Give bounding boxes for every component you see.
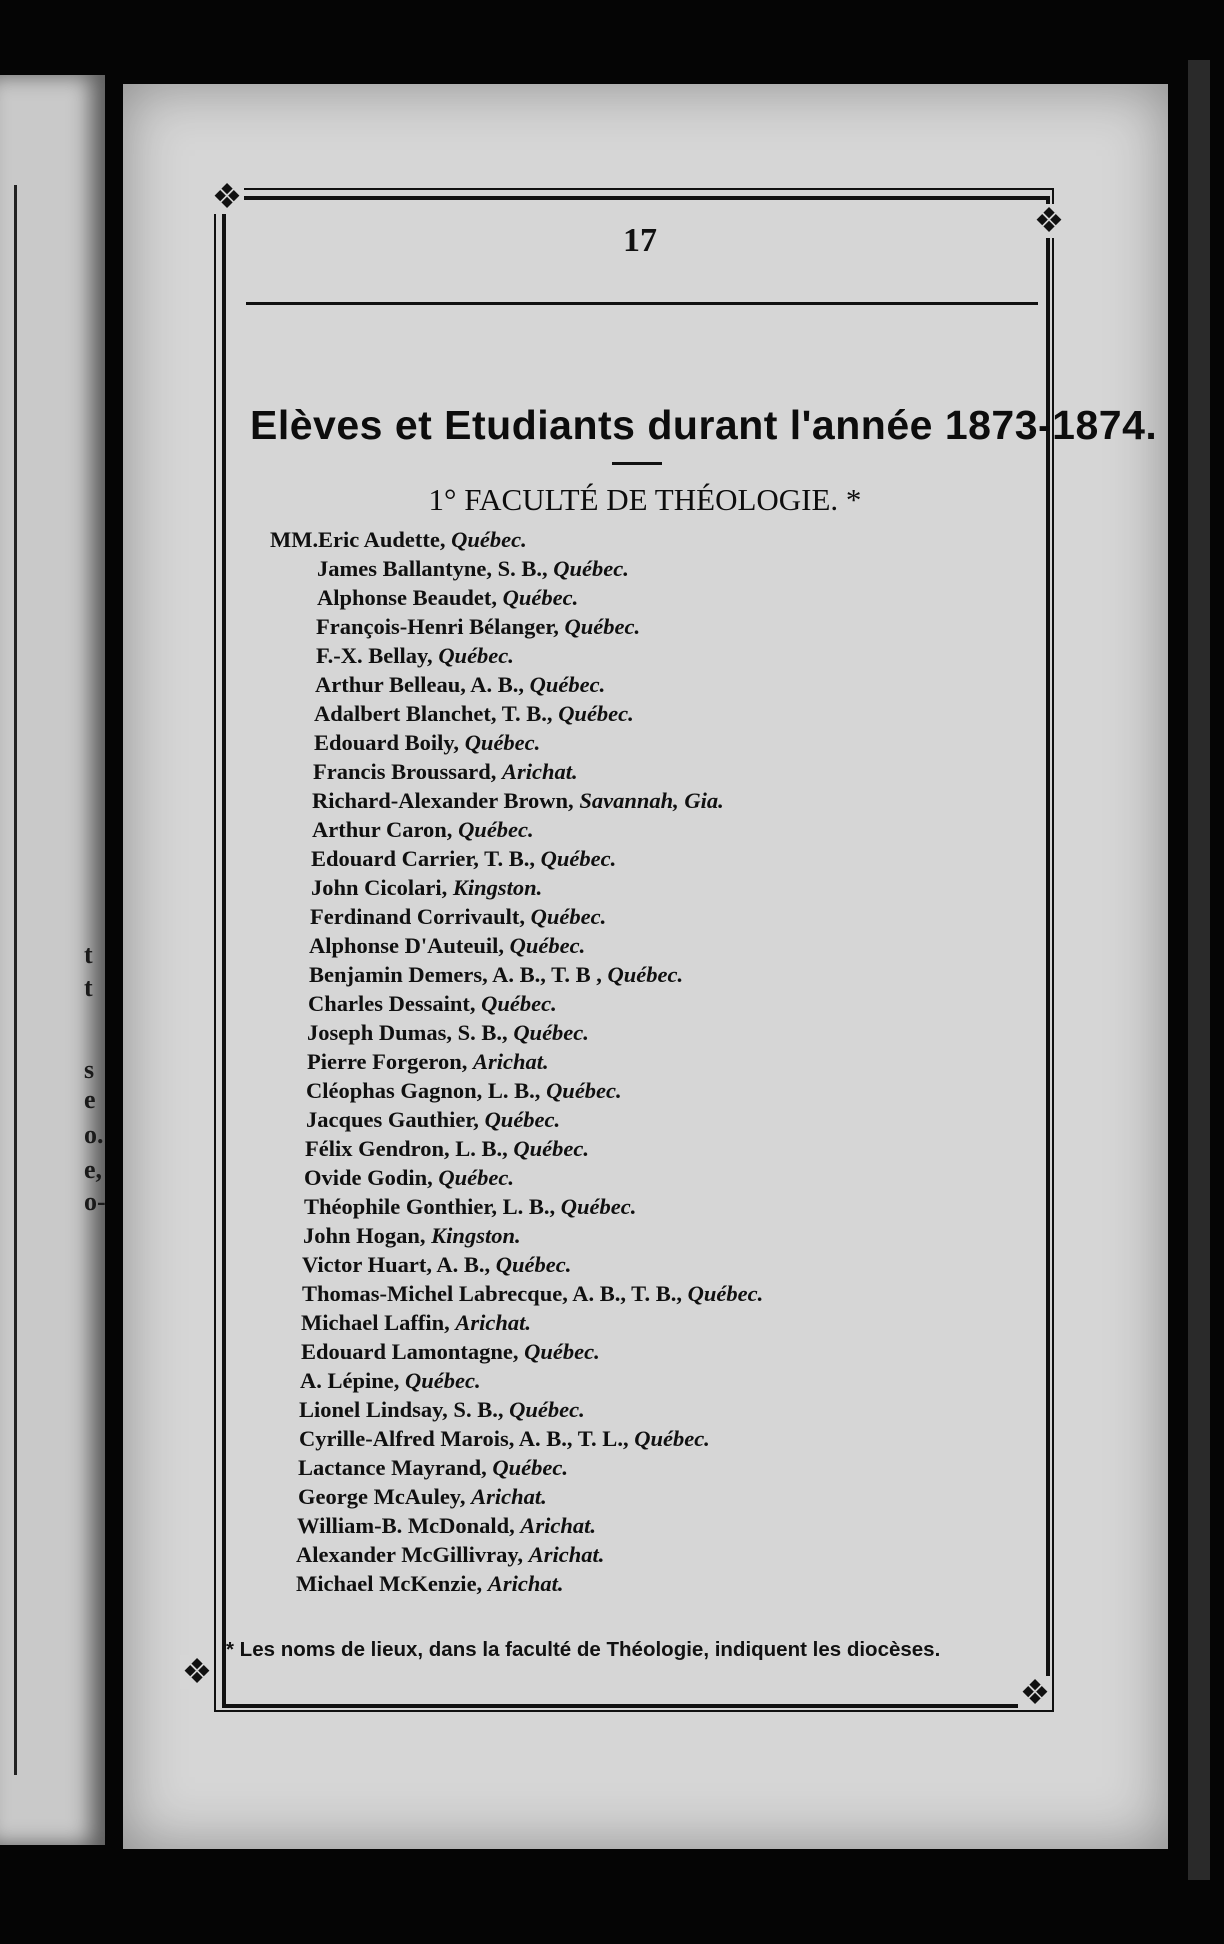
student-entry [310,902,1038,931]
student-entry [297,1511,1038,1540]
adjacent-page-text: e, [84,1155,103,1184]
student-diocese: Québec. [509,933,586,958]
student-entry [296,1540,1038,1569]
adjacent-page-text: e [84,1085,96,1114]
student-name: Lionel Lindsay, S. B., [299,1397,504,1422]
student-entry [304,1163,1038,1192]
student-entry [308,989,1038,1018]
student-diocese: Arichat. [455,1310,532,1335]
student-entry [315,670,1038,699]
student-entry [305,1134,1038,1163]
student-name: Théophile Gonthier, L. B., [304,1194,556,1219]
student-diocese: Arichat. [528,1542,605,1567]
student-name: F.-X. Bellay, [316,643,433,668]
adjacent-page-text: t [84,940,93,969]
student-diocese: Québec. [458,817,534,842]
corner-ornament-icon: ❖ [1019,1673,1051,1713]
student-entry [311,844,1038,873]
student-entry [316,641,1038,670]
page-number: 17 [623,222,657,259]
student-diocese: Québec. [438,643,514,668]
adjacent-page-text: s [84,1055,95,1084]
title-divider [612,462,662,465]
student-name: Francis Broussard, [313,759,497,784]
student-diocese: Québec. [492,1455,568,1480]
student-diocese: Québec. [513,1136,589,1161]
corner-ornament-icon: ❖ [211,177,243,217]
footnote: * Les noms de lieux, dans la faculté de Théologie, indiquent les diocèses. [226,1638,941,1661]
student-entry [317,583,1038,612]
student-diocese: Québec. [502,585,579,610]
student-name: Lactance Mayrand, [298,1455,487,1480]
student-name: A. Lépine, [300,1368,400,1393]
student-diocese: Québec. [438,1165,515,1190]
student-diocese: Québec. [513,1020,589,1045]
student-name: William-B. McDonald, [297,1513,515,1538]
student-diocese: Québec. [529,672,606,697]
student-name: Thomas-Michel Labrecque, A. B., T. B., [302,1281,683,1306]
adjacent-page-border [14,185,17,1775]
student-entry [300,1366,1038,1395]
student-name: Félix Gendron, L. B., [305,1136,508,1161]
student-entry [317,554,1038,583]
student-diocese: Québec. [687,1281,764,1306]
student-name: Edouard Boily, [314,730,460,755]
student-diocese: Québec. [564,614,641,639]
student-entry [302,1250,1038,1279]
adjacent-page-text: o. [84,1120,104,1149]
header-rule [246,302,1038,305]
student-name: Alphonse D'Auteuil, [309,933,505,958]
student-diocese: Arichat. [520,1513,596,1538]
student-entry [270,525,1038,554]
student-diocese: Arichat. [501,759,578,784]
student-entry [312,815,1038,844]
student-name: Ovide Godin, [304,1165,433,1190]
student-name: Eric Audette, [318,527,446,552]
student-diocese: Savannah, Gia. [579,788,724,813]
student-diocese: Québec. [558,701,634,726]
student-diocese: Québec. [546,1078,622,1103]
student-entry [309,931,1038,960]
student-entry [306,1105,1038,1134]
student-diocese: Québec. [481,991,557,1016]
student-name: Jacques Gauthier, [306,1107,479,1132]
student-name: Ferdinand Corrivault, [310,904,526,929]
section-heading: 1° FACULTÉ DE THÉOLOGIE. * [428,482,862,517]
student-name: Richard-Alexander Brown, [312,788,574,813]
student-name: George McAuley, [298,1484,466,1509]
student-diocese: Québec. [524,1339,600,1364]
student-name: Arthur Caron, [312,817,453,842]
student-name: Cléophas Gagnon, L. B., [306,1078,541,1103]
adjacent-page-text: o- [84,1187,106,1216]
student-diocese: Québec. [495,1252,572,1277]
student-diocese: Québec. [509,1397,585,1422]
student-diocese: Québec. [484,1107,561,1132]
student-name: Edouard Carrier, T. B., [311,846,535,871]
student-diocese: Arichat. [472,1049,549,1074]
student-entry [316,612,1038,641]
student-diocese: Québec. [451,527,527,552]
student-name: François-Henri Bélanger, [316,614,559,639]
page-title: Elèves et Etudiants durant l'année 1873-1874. [250,402,1158,448]
student-name: Adalbert Blanchet, T. B., [314,701,553,726]
student-name: Charles Dessaint, [308,991,476,1016]
student-entry [303,1221,1038,1250]
corner-ornament-icon: ❖ [1033,201,1065,241]
student-entry [298,1482,1038,1511]
student-entry [302,1279,1038,1308]
student-name: Benjamin Demers, A. B., T. B , [309,962,602,987]
student-entry [296,1569,1038,1598]
student-diocese: Québec. [553,556,629,581]
student-diocese: Arichat. [471,1484,547,1509]
student-name: Joseph Dumas, S. B., [307,1020,508,1045]
student-diocese: Québec. [530,904,607,929]
student-name: Michael Laffin, [301,1310,450,1335]
student-name: Victor Huart, A. B., [302,1252,491,1277]
student-entry [304,1192,1038,1221]
student-diocese: Kingston. [431,1223,521,1248]
adjacent-page-fragment [0,75,105,1845]
student-diocese: Québec. [464,730,541,755]
student-entry [299,1424,1038,1453]
student-entry [298,1453,1038,1482]
student-name: John Hogan, [303,1223,426,1248]
student-name: John Cicolari, [311,875,448,900]
honorific: MM. [270,527,319,552]
student-name: Michael McKenzie, [296,1571,483,1596]
student-name: Pierre Forgeron, [307,1049,468,1074]
student-diocese: Québec. [405,1368,481,1393]
book-spine-edge [1188,60,1210,1880]
student-entry [309,960,1038,989]
student-name: Edouard Lamontagne, [301,1339,519,1364]
student-diocese: Arichat. [487,1571,564,1596]
student-name: Cyrille-Alfred Marois, A. B., T. L., [299,1426,629,1451]
student-diocese: Kingston. [452,875,543,900]
student-name: Alphonse Beaudet, [317,585,498,610]
student-diocese: Québec. [607,962,684,987]
student-entry [299,1395,1038,1424]
adjacent-page-text: t [84,973,93,1002]
student-entry [307,1018,1038,1047]
student-entry [311,873,1038,902]
student-entry [313,757,1038,786]
student-diocese: Québec. [634,1426,710,1451]
student-entry [301,1308,1038,1337]
student-name: James Ballantyne, S. B., [317,556,548,581]
student-entry [314,699,1038,728]
student-list [270,525,1038,1598]
student-entry [306,1076,1038,1105]
corner-ornament-icon: ❖ [181,1652,213,1692]
student-name: Arthur Belleau, A. B., [315,672,524,697]
student-entry [312,786,1038,815]
student-name: Alexander McGillivray, [296,1542,524,1567]
student-entry [301,1337,1038,1366]
student-entry [314,728,1038,757]
student-diocese: Québec. [540,846,617,871]
student-diocese: Québec. [560,1194,637,1219]
student-entry [307,1047,1038,1076]
